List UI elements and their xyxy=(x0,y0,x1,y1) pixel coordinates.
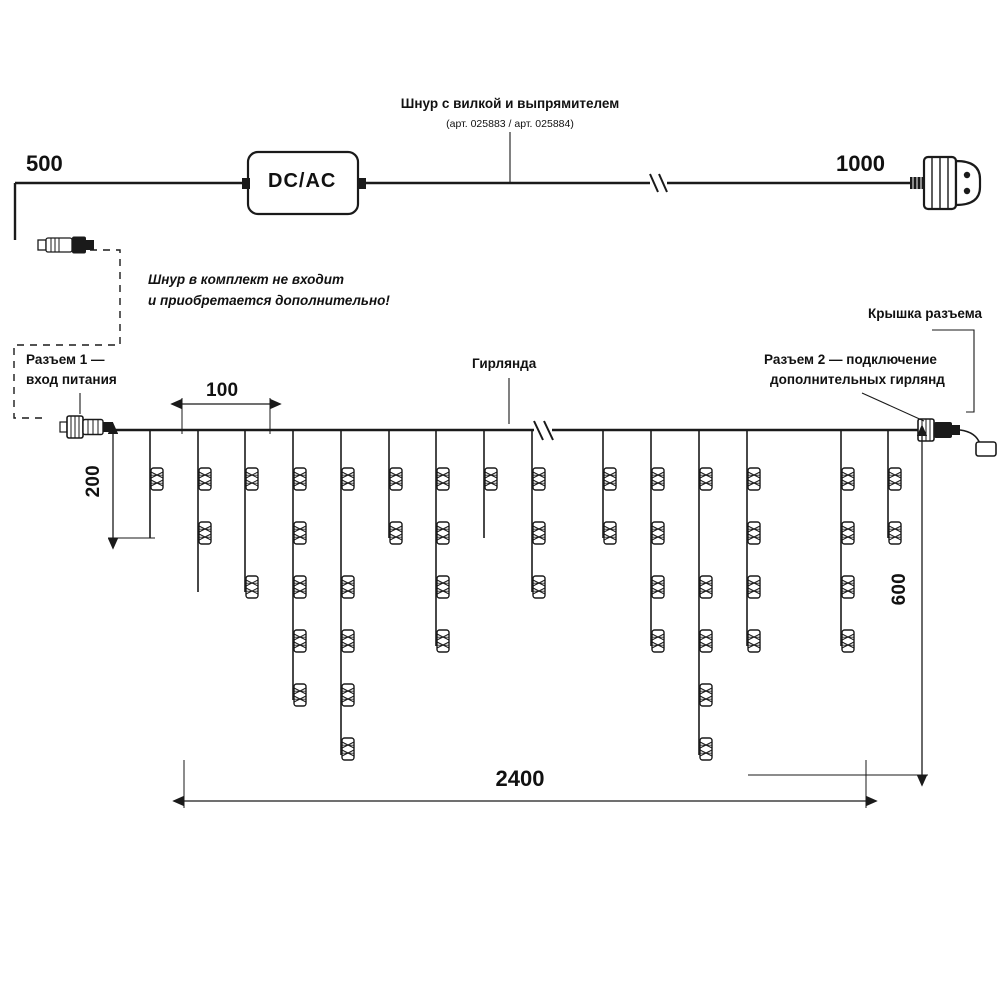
cord-title-label: Шнур с вилкой и выпрямителем xyxy=(400,96,620,111)
icicle-drop xyxy=(436,430,449,652)
icicle-drop xyxy=(747,430,760,652)
drop-200-label: 200 xyxy=(82,465,104,498)
mains-plug-icon xyxy=(910,157,980,209)
icicle-drop xyxy=(651,430,664,652)
connector-1-label-line-2: вход питания xyxy=(26,372,117,387)
icicle-drop xyxy=(341,430,354,760)
connector-2-output-icon xyxy=(918,419,996,456)
rectifier-label: DC/AC xyxy=(268,170,337,192)
icicle-drop xyxy=(293,430,306,706)
connector-1-input-icon xyxy=(60,416,113,438)
icicle-drop xyxy=(532,430,545,598)
icicle-drop xyxy=(245,430,258,598)
pitch-100-label: 100 xyxy=(206,380,239,401)
connector-1-label-line-1: Разъем 1 — xyxy=(26,352,105,367)
drop-600-label: 600 xyxy=(888,573,910,606)
icicle-drop xyxy=(198,430,211,592)
icicle-drop xyxy=(888,430,901,544)
icicle-drop xyxy=(603,430,616,544)
total-2400-label: 2400 xyxy=(495,766,545,791)
cord-end-connector-icon xyxy=(38,237,94,254)
note-line-1: Шнур в комплект не входит xyxy=(148,272,345,287)
connector-cover-label: Крышка разъема xyxy=(868,306,983,321)
garland-label: Гирлянда xyxy=(472,356,537,371)
note-line-2: и приобретается дополнительно! xyxy=(148,293,390,308)
cord-article-label: (арт. 025883 / арт. 025884) xyxy=(446,118,574,130)
icicle-drop xyxy=(699,430,712,760)
dimension-1000-label: 1000 xyxy=(836,151,885,176)
dimension-500-label: 500 xyxy=(26,151,63,176)
icicle-drop xyxy=(841,430,854,652)
icicle-drop xyxy=(484,430,497,538)
icicle-drop xyxy=(150,430,163,538)
connector-2-label-line-2: дополнительных гирлянд xyxy=(770,372,945,387)
connector-2-label-line-1: Разъем 2 — подключение xyxy=(764,352,937,367)
icicle-drop xyxy=(389,430,402,544)
